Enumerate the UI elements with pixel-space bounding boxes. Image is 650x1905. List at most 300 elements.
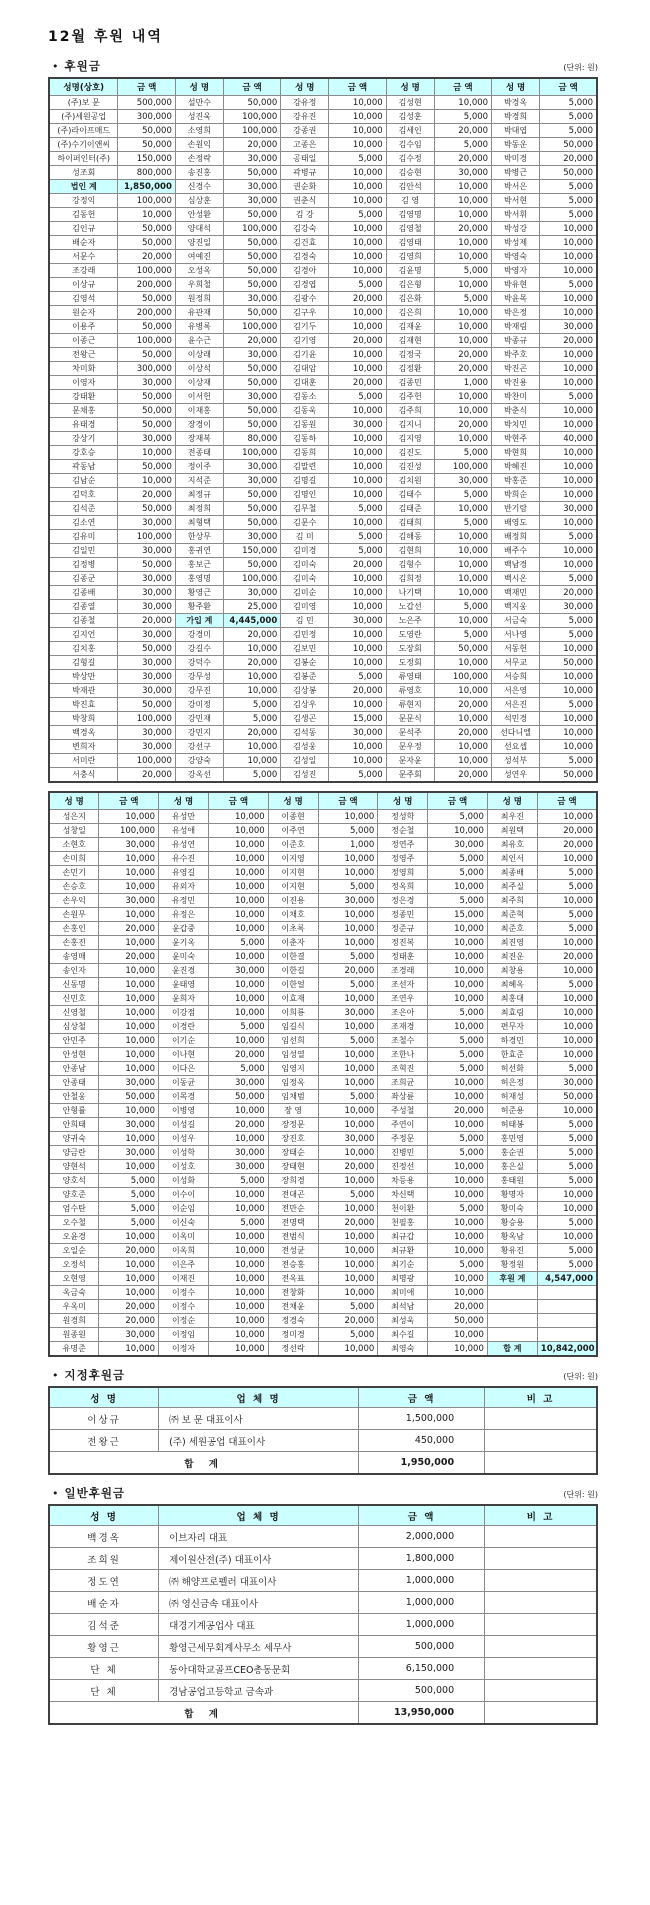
amount-cell: 20,000 <box>318 1314 378 1328</box>
note-cell <box>485 1452 597 1475</box>
amount-cell: 30,000 <box>99 1328 159 1342</box>
amount-cell: 10,000 <box>428 1188 488 1202</box>
table-row <box>49 1090 597 1104</box>
amount-cell: 30,000 <box>223 460 280 474</box>
amount-cell: 40,000 <box>540 432 597 446</box>
donor-name-cell: 강민지 <box>175 726 223 740</box>
donor-name-cell: 단 체 <box>49 1680 159 1702</box>
donor-name-cell: 박현주 <box>492 432 540 446</box>
amount-cell: 30,000 <box>329 418 386 432</box>
amount-cell: 5,000 <box>537 880 597 894</box>
amount-cell: 30,000 <box>223 152 280 166</box>
amount-cell: 100,000 <box>118 754 175 768</box>
donor-name-cell: 정종민 <box>378 908 428 922</box>
amount-cell: 10,000 <box>540 222 597 236</box>
donor-name-cell: 서나영 <box>492 628 540 642</box>
donor-name-cell: 이정수 <box>159 1286 209 1300</box>
designated-donation-table <box>48 1386 598 1475</box>
amount-cell: 5,000 <box>537 922 597 936</box>
table-row <box>49 1048 597 1062</box>
donor-name-cell: 편무자 <box>487 1020 537 1034</box>
amount-cell: 5,000 <box>209 936 269 950</box>
table-row <box>49 460 597 474</box>
donor-name-cell: 김봉순 <box>281 656 329 670</box>
donor-name-cell: 임길식 <box>268 1020 318 1034</box>
amount-cell: 10,000 <box>428 1160 488 1174</box>
table-row <box>49 488 597 502</box>
donor-name-cell: 양호준 <box>49 1188 99 1202</box>
company-name-cell: 경남공업고등학교 금속과 <box>159 1680 359 1702</box>
donor-name-cell: 김영석 <box>49 292 118 306</box>
amount-cell: 20,000 <box>99 950 159 964</box>
amount-cell: 10,000 <box>209 880 269 894</box>
donor-name-cell: 도영란 <box>386 628 434 642</box>
amount-cell: 10,000 <box>540 544 597 558</box>
amount-cell: 1,000,000 <box>359 1614 485 1636</box>
amount-cell: 10,000 <box>428 950 488 964</box>
donor-name-cell: 문채홍 <box>49 404 118 418</box>
amount-cell: 100,000 <box>223 320 280 334</box>
donor-name-cell: 김윤명 <box>386 264 434 278</box>
amount-cell: 50,000 <box>118 124 175 138</box>
donor-name-cell: 김남순 <box>49 474 118 488</box>
donor-name-cell: 이경란 <box>159 1020 209 1034</box>
amount-cell: 20,000 <box>118 488 175 502</box>
amount-cell: 10,000 <box>540 726 597 740</box>
donor-name-cell: 주성철 <box>378 1104 428 1118</box>
donor-name-cell: 김건효 <box>281 236 329 250</box>
amount-cell: 30,000 <box>428 838 488 852</box>
donor-name-cell: 김영희 <box>386 250 434 264</box>
donor-name-cell: 신영철 <box>49 1006 99 1020</box>
amount-cell: 10,000 <box>318 1104 378 1118</box>
donor-name-cell: 최성욱 <box>378 1314 428 1328</box>
donor-name-cell: 오수철 <box>49 1216 99 1230</box>
donor-name-cell: 김경숙 <box>281 250 329 264</box>
table-row <box>49 894 597 908</box>
amount-cell: 5,000 <box>99 1188 159 1202</box>
amount-cell: 10,000 <box>318 810 378 824</box>
donor-name-cell: 박경희 <box>492 110 540 124</box>
amount-cell: 10,000 <box>209 1272 269 1286</box>
company-name-cell: 이브자리 대표 <box>159 1526 359 1548</box>
amount-cell: 50,000 <box>223 96 280 110</box>
donor-name-cell: 박진곤 <box>492 362 540 376</box>
total-row <box>49 1452 597 1475</box>
donor-name-cell: 도정회 <box>386 656 434 670</box>
amount-cell: 10,000 <box>318 1146 378 1160</box>
amount-cell: 5,000 <box>540 698 597 712</box>
table-row <box>49 992 597 1006</box>
amount-cell: 10,000 <box>537 810 597 824</box>
table-row <box>49 96 597 110</box>
amount-cell: 10,000 <box>428 1076 488 1090</box>
donor-name-cell: 조희균 <box>378 1076 428 1090</box>
amount-cell: 10,000 <box>99 1020 159 1034</box>
amount-cell: 10,000 <box>318 1118 378 1132</box>
amount-cell: 20,000 <box>329 376 386 390</box>
donor-name-cell <box>487 1300 537 1314</box>
donor-name-cell: 강무진 <box>175 684 223 698</box>
donor-name-cell: 강경미 <box>175 628 223 642</box>
donor-name-cell: 김주희 <box>386 404 434 418</box>
amount-cell: 5,000 <box>318 950 378 964</box>
amount-cell: 30,000 <box>99 1076 159 1090</box>
table-row <box>49 866 597 880</box>
amount-cell: 10,000 <box>329 754 386 768</box>
table-row <box>49 810 597 824</box>
donor-name-cell: 가입 계 <box>175 614 223 628</box>
table-row <box>49 642 597 656</box>
donor-name-cell: 최형택 <box>175 516 223 530</box>
amount-cell: 10,000 <box>428 1244 488 1258</box>
donor-name-cell: 조혁진 <box>378 1062 428 1076</box>
amount-cell: 10,000 <box>329 306 386 320</box>
amount-cell: 10,000 <box>329 572 386 586</box>
donor-name-cell: 강종권 <box>281 124 329 138</box>
donor-name-cell: 윤갑중 <box>159 922 209 936</box>
amount-cell: 10,000 <box>428 1230 488 1244</box>
amount-cell: 10,000 <box>99 1342 159 1357</box>
donor-name-cell: 이은주 <box>159 1258 209 1272</box>
amount-cell: 20,000 <box>329 292 386 306</box>
amount-cell: 10,000 <box>329 460 386 474</box>
section-head-general <box>52 1485 598 1501</box>
amount-cell: 5,000 <box>329 390 386 404</box>
donor-name-cell: 원경희 <box>49 1314 99 1328</box>
amount-cell: 10,000 <box>223 684 280 698</box>
amount-cell: 10,000 <box>434 306 491 320</box>
donor-name-cell: 김은희 <box>386 306 434 320</box>
donor-name-cell: 양대석 <box>175 222 223 236</box>
table-row <box>49 1174 597 1188</box>
donor-name-cell: 김은화 <box>386 292 434 306</box>
donor-name-cell: 임선희 <box>268 1034 318 1048</box>
table-row <box>49 1314 597 1328</box>
donor-name-cell: 박병근 <box>492 166 540 180</box>
donor-name-cell: 이성학 <box>159 1146 209 1160</box>
amount-cell: 10,000 <box>209 894 269 908</box>
table-row <box>49 1244 597 1258</box>
donor-name-cell: 김영태 <box>386 236 434 250</box>
table-row <box>49 1076 597 1090</box>
donor-name-cell: 김인규 <box>49 222 118 236</box>
amount-cell: 10,000 <box>540 376 597 390</box>
amount-cell: 50,000 <box>223 166 280 180</box>
donor-name-cell: 김동원 <box>281 418 329 432</box>
table-row <box>49 852 597 866</box>
amount-cell: 50,000 <box>223 558 280 572</box>
donor-name-cell: 이희룡 <box>268 1006 318 1020</box>
amount-cell: 10,000 <box>99 1286 159 1300</box>
amount-cell: 30,000 <box>223 474 280 488</box>
donor-name-cell: 성조회 <box>49 166 118 180</box>
donor-name-cell: 차미화 <box>49 362 118 376</box>
donor-name-cell: 최준혁 <box>487 908 537 922</box>
donor-name-cell: 정경숙 <box>268 1314 318 1328</box>
amount-cell: 450,000 <box>359 1430 485 1452</box>
amount-cell: 30,000 <box>318 1006 378 1020</box>
amount-cell: 5,000 <box>99 1202 159 1216</box>
donor-name-cell: 김현희 <box>386 544 434 558</box>
amount-cell <box>537 1286 597 1300</box>
amount-cell: 200,000 <box>118 278 175 292</box>
total-label-cell: 합 계 <box>49 1452 359 1475</box>
donor-name-cell: 이종근 <box>49 334 118 348</box>
amount-cell: 5,000 <box>540 572 597 586</box>
amount-cell: 1,800,000 <box>359 1548 485 1570</box>
donor-name-cell: 홍귀연 <box>175 544 223 558</box>
amount-cell: 30,000 <box>99 1146 159 1160</box>
donor-name-cell: 황영근 <box>49 1636 159 1658</box>
page-title: 12월 후원 내역 <box>48 29 163 45</box>
amount-cell: 20,000 <box>223 138 280 152</box>
donor-name-cell: 서금숙 <box>492 614 540 628</box>
donor-name-cell: 김미경 <box>281 544 329 558</box>
donor-name-cell: 이상규 <box>49 1408 159 1430</box>
donor-name-cell: 배순자 <box>49 236 118 250</box>
donor-name-cell: 박영숙 <box>492 250 540 264</box>
amount-cell: 25,000 <box>223 600 280 614</box>
amount-cell: 10,000 <box>209 838 269 852</box>
donor-name-cell: 박종규 <box>492 334 540 348</box>
donor-name-cell: 이채호 <box>268 908 318 922</box>
amount-cell: 50,000 <box>223 376 280 390</box>
amount-cell: 30,000 <box>223 530 280 544</box>
amount-cell: 20,000 <box>223 334 280 348</box>
table-row <box>49 222 597 236</box>
table-row <box>49 628 597 642</box>
donor-name-cell: 류영태 <box>386 670 434 684</box>
amount-cell: 50,000 <box>118 404 175 418</box>
note-cell <box>485 1430 597 1452</box>
amount-cell: 5,000 <box>537 1062 597 1076</box>
amount-cell <box>537 1300 597 1314</box>
donor-name-cell: 임성열 <box>268 1048 318 1062</box>
amount-cell: 5,000 <box>223 712 280 726</box>
amount-cell: 50,000 <box>118 236 175 250</box>
amount-cell: 5,000 <box>537 1132 597 1146</box>
donor-name-cell: 장태현 <box>268 1160 318 1174</box>
amount-cell: 50,000 <box>118 502 175 516</box>
donor-name-cell: 황미숙 <box>487 1202 537 1216</box>
amount-cell: 10,000 <box>329 474 386 488</box>
amount-cell: 10,000 <box>428 1342 488 1357</box>
donor-name-cell: 유태경 <box>49 418 118 432</box>
donor-name-cell: 문우정 <box>386 740 434 754</box>
table-row <box>49 530 597 544</box>
table-row <box>49 936 597 950</box>
table-row <box>49 1636 597 1658</box>
donor-name-cell: 석민경 <box>492 712 540 726</box>
amount-cell: 30,000 <box>118 572 175 586</box>
donor-name-cell: 윤수근 <box>175 334 223 348</box>
donor-name-cell: 김광수 <box>281 292 329 306</box>
table-row <box>49 600 597 614</box>
donor-name-cell: 임채범 <box>268 1090 318 1104</box>
donor-name-cell: 이춘자 <box>268 936 318 950</box>
donor-name-cell: 황옥남 <box>487 1230 537 1244</box>
table-row <box>49 1188 597 1202</box>
amount-cell: 10,000 <box>540 292 597 306</box>
amount-cell: 100,000 <box>99 824 159 838</box>
amount-cell: 50,000 <box>118 460 175 474</box>
donor-name-cell: 양현석 <box>49 1160 99 1174</box>
donor-name-cell: 김말련 <box>281 460 329 474</box>
amount-cell: 50,000 <box>118 138 175 152</box>
donor-name-cell: 서충식 <box>49 768 118 783</box>
donor-name-cell: 유정은 <box>159 908 209 922</box>
amount-cell: 30,000 <box>118 726 175 740</box>
bullet-icon: • <box>52 60 59 73</box>
table-row <box>49 1146 597 1160</box>
amount-cell: 10,000 <box>99 936 159 950</box>
donor-name-cell: 박혜진 <box>492 460 540 474</box>
general-donation-table <box>48 1504 598 1725</box>
donor-name-cell: 정선락 <box>268 1342 318 1357</box>
donor-name-cell: 우옥미 <box>49 1300 99 1314</box>
donor-name-cell: 주연이 <box>378 1118 428 1132</box>
total-row <box>49 1702 597 1725</box>
donor-name-cell: 최명광 <box>378 1272 428 1286</box>
donor-name-cell: 강민재 <box>175 712 223 726</box>
donor-name-cell: 윤태영 <box>159 978 209 992</box>
donor-name-cell: 천이환 <box>378 1202 428 1216</box>
amount-cell: 10,000 <box>209 922 269 936</box>
amount-cell: 5,000 <box>537 1160 597 1174</box>
amount-cell: 10,000 <box>540 418 597 432</box>
donor-name-cell: 최규갑 <box>378 1230 428 1244</box>
table-row <box>49 474 597 488</box>
donor-name-cell: 안형률 <box>49 1104 99 1118</box>
amount-cell: 10,000 <box>540 516 597 530</box>
donor-name-cell: 김경엽 <box>281 278 329 292</box>
donor-name-cell: (주)세원공업 <box>49 110 118 124</box>
section-head-designated <box>52 1367 598 1383</box>
donor-name-cell: 오윤경 <box>49 1230 99 1244</box>
amount-cell: 10,000 <box>329 656 386 670</box>
donor-name-cell: 조재경 <box>378 1020 428 1034</box>
donor-name-cell: 김종민 <box>386 376 434 390</box>
column-header: 성 명 <box>492 78 540 96</box>
amount-cell: 10,000 <box>434 208 491 222</box>
donor-name-cell: 주정문 <box>378 1132 428 1146</box>
table-row <box>49 838 597 852</box>
table-row <box>49 152 597 166</box>
amount-cell: 10,000 <box>537 894 597 908</box>
donor-name-cell: 김영철 <box>386 222 434 236</box>
note-cell <box>485 1636 597 1658</box>
donor-name-cell: 허태봉 <box>487 1118 537 1132</box>
donor-name-cell: 전창화 <box>268 1286 318 1300</box>
donor-name-cell: 김동욱 <box>281 404 329 418</box>
donor-name-cell: 나기택 <box>386 586 434 600</box>
donor-name-cell: 윤진경 <box>159 964 209 978</box>
donor-name-cell: 김태희 <box>386 516 434 530</box>
donor-name-cell: 송진홍 <box>175 166 223 180</box>
donor-name-cell: 강유진 <box>281 110 329 124</box>
amount-cell: 10,000 <box>537 1202 597 1216</box>
donor-name-cell: 합 계 <box>487 1342 537 1357</box>
donor-name-cell: 양진일 <box>175 236 223 250</box>
donor-name-cell: 강덕수 <box>175 656 223 670</box>
amount-cell: 20,000 <box>434 348 491 362</box>
table-row <box>49 1160 597 1174</box>
donor-name-cell: 안민주 <box>49 1034 99 1048</box>
amount-cell: 10,000 <box>99 866 159 880</box>
note-cell <box>485 1680 597 1702</box>
table-row <box>49 306 597 320</box>
donor-name-cell: 전왕근 <box>49 348 118 362</box>
donor-name-cell: 소영희 <box>175 124 223 138</box>
donor-name-cell: 최인서 <box>487 852 537 866</box>
amount-cell: 1,850,000 <box>118 180 175 194</box>
donor-name-cell: 김지언 <box>49 628 118 642</box>
amount-cell: 10,000 <box>209 852 269 866</box>
table-row <box>49 264 597 278</box>
donor-name-cell: 최창용 <box>487 964 537 978</box>
donor-name-cell: 박치민 <box>492 418 540 432</box>
donor-name-cell: 박창희 <box>49 712 118 726</box>
donor-name-cell: 최진운 <box>487 950 537 964</box>
table-row <box>49 418 597 432</box>
amount-cell: 10,000 <box>428 1090 488 1104</box>
header-row <box>49 1505 597 1526</box>
donor-name-cell: 서미란 <box>49 754 118 768</box>
donor-name-cell: 문문식 <box>386 712 434 726</box>
amount-cell: 10,000 <box>209 866 269 880</box>
amount-cell: 50,000 <box>540 138 597 152</box>
amount-cell: 10,000 <box>209 824 269 838</box>
donor-name-cell: 후원 계 <box>487 1272 537 1286</box>
amount-cell: 10,000 <box>434 614 491 628</box>
amount-cell: 500,000 <box>359 1636 485 1658</box>
amount-cell: 20,000 <box>434 698 491 712</box>
amount-cell: 5,000 <box>428 810 488 824</box>
table-row <box>49 292 597 306</box>
donor-name-cell: 김기두 <box>281 320 329 334</box>
donor-name-cell: 김명인 <box>281 488 329 502</box>
table-row <box>49 1570 597 1592</box>
table-row <box>49 334 597 348</box>
column-header: 금 액 <box>99 792 159 810</box>
amount-cell: 15,000 <box>329 712 386 726</box>
donor-name-cell: 김동헌 <box>49 208 118 222</box>
donor-name-cell: 전승홍 <box>268 1258 318 1272</box>
total-amount-cell: 1,950,000 <box>359 1452 485 1475</box>
donor-name-cell: 안성환 <box>175 208 223 222</box>
donor-name-cell: 김정환 <box>386 362 434 376</box>
amount-cell: 10,000 <box>434 180 491 194</box>
donor-name-cell: 조연우 <box>378 992 428 1006</box>
donor-name-cell: 김대훈 <box>281 376 329 390</box>
donor-name-cell: 박유현 <box>492 278 540 292</box>
table-row <box>49 740 597 754</box>
table-row <box>49 362 597 376</box>
donor-name-cell: 김영명 <box>386 208 434 222</box>
table-row <box>49 1592 597 1614</box>
column-header: 금 액 <box>329 78 386 96</box>
donor-name-cell: 박춘식 <box>492 404 540 418</box>
donor-name-cell: 박진용 <box>492 376 540 390</box>
bullet-icon: • <box>52 1369 59 1382</box>
amount-cell: 30,000 <box>318 1132 378 1146</box>
donor-name-cell: 홍순권 <box>487 1146 537 1160</box>
donor-name-cell: 배순자 <box>49 1592 159 1614</box>
donor-name-cell: 박재림 <box>492 320 540 334</box>
amount-cell: 10,000 <box>223 754 280 768</box>
donor-name-cell: 이지현 <box>268 880 318 894</box>
